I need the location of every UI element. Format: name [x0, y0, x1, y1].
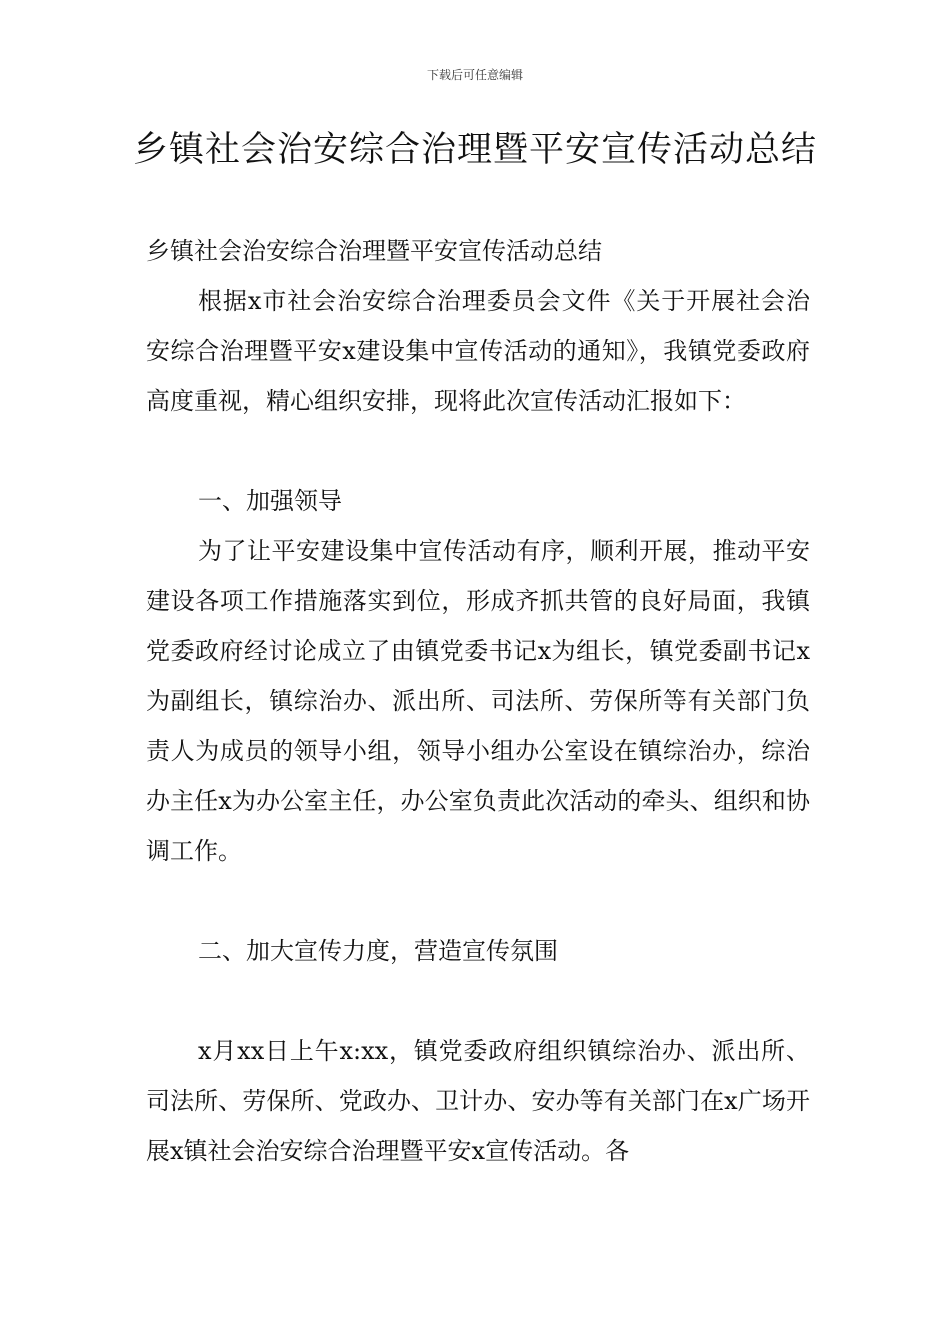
- paragraph-gap: [146, 876, 810, 926]
- document-body: [146, 226, 810, 1176]
- intro-paragraph: 根据x市社会治安综合治理委员会文件《关于开展社会治安综合治理暨平安x建设集中宣传活动的通知》，我镇党委政府高度重视，精心组织安排，现将此次宣传活动汇报如下：: [146, 287, 810, 415]
- header-note: 下载后可任意编辑: [426, 68, 523, 82]
- document-title: 乡镇社会治安综合治理暨平安宣传活动总结: [132, 130, 817, 170]
- section-paragraph-1: 为了让平安建设集中宣传活动有序，顺利开展，推动平安建设各项工作措施落实到位，形成齐抓共管的良好局面，我镇党委政府经讨论成立了由镇党委书记x为组长，镇党委副书记x为副组长，镇综治办、派出所、司法所、劳保所等有关部门负责人为成员的领导小组，领导小组办公室设在镇综治办，综治办主任x为办公室主任，办公室负责此次活动的牵头、组织和协调工作。: [146, 537, 810, 865]
- paragraph-gap: [146, 976, 810, 1026]
- document-subtitle: 乡镇社会治安综合治理暨平安宣传活动总结: [146, 237, 602, 265]
- section-heading-2: 二、加大宣传力度，营造宣传氛围: [198, 937, 558, 965]
- paragraph-gap: [146, 426, 810, 476]
- section-paragraph-2: x月xx日上午x:xx，镇党委政府组织镇综治办、派出所、司法所、劳保所、党政办、卫计办、安办等有关部门在x广场开展x镇社会治安综合治理暨平安x宣传活动。各: [146, 1037, 810, 1165]
- section-heading-1: 一、加强领导: [198, 487, 342, 515]
